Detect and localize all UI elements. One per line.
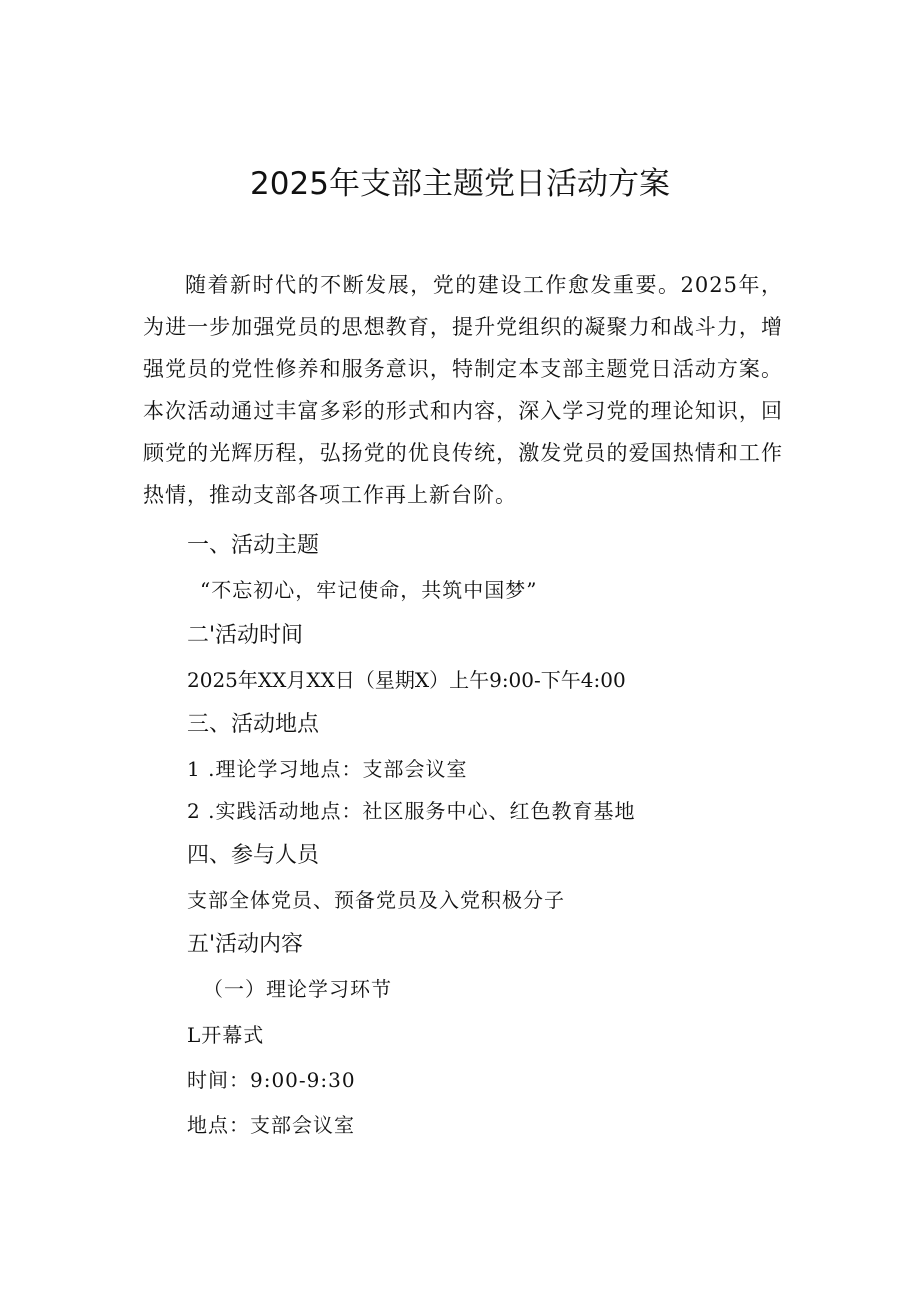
document-title: 2025年支部主题党日活动方案 [250, 166, 670, 202]
place-item-1: 1 .理论学习地点：支部会议室 [187, 757, 468, 781]
section-heading-place: 三、活动地点 [187, 712, 320, 737]
place-item-2: 2 .实践活动地点：社区服务中心、红色教育基地 [187, 799, 636, 823]
content-time: 时间：9:00-9:30 [187, 1068, 356, 1092]
intro-paragraph: 随着新时代的不断发展，党的建设工作愈发重要。2025年，为进一步加强党员的思想教育，提升党组织的凝聚力和战斗力，增强党员的党性修养和服务意识，特制定本支部主题党日活动方案。本次活动通过丰富多彩的形式和内容，深入学习党的理论知识，回顾党的光辉历程，弘扬党的优良传统，激发党员的爱国热情和工作热情，推动支部各项工作再上新台阶。 [143, 273, 783, 507]
section-heading-theme: 一、活动主题 [187, 533, 320, 558]
theme-text: “不忘初心，牢记使命，共筑中国梦” [200, 578, 538, 602]
section-heading-time: 二'活动时间 [187, 623, 304, 648]
section-heading-people: 四、参与人员 [187, 843, 320, 868]
content-subheading-1: （一）理论学习环节 [203, 977, 392, 1001]
time-text: 2025年XX月XX日（星期X）上午9:00-下午4:00 [187, 668, 626, 692]
people-text: 支部全体党员、预备党员及入党积极分子 [187, 888, 565, 912]
content-item-1: L开幕式 [187, 1023, 265, 1047]
content-place: 地点：支部会议室 [187, 1113, 355, 1137]
section-heading-content: 五'活动内容 [187, 932, 304, 957]
